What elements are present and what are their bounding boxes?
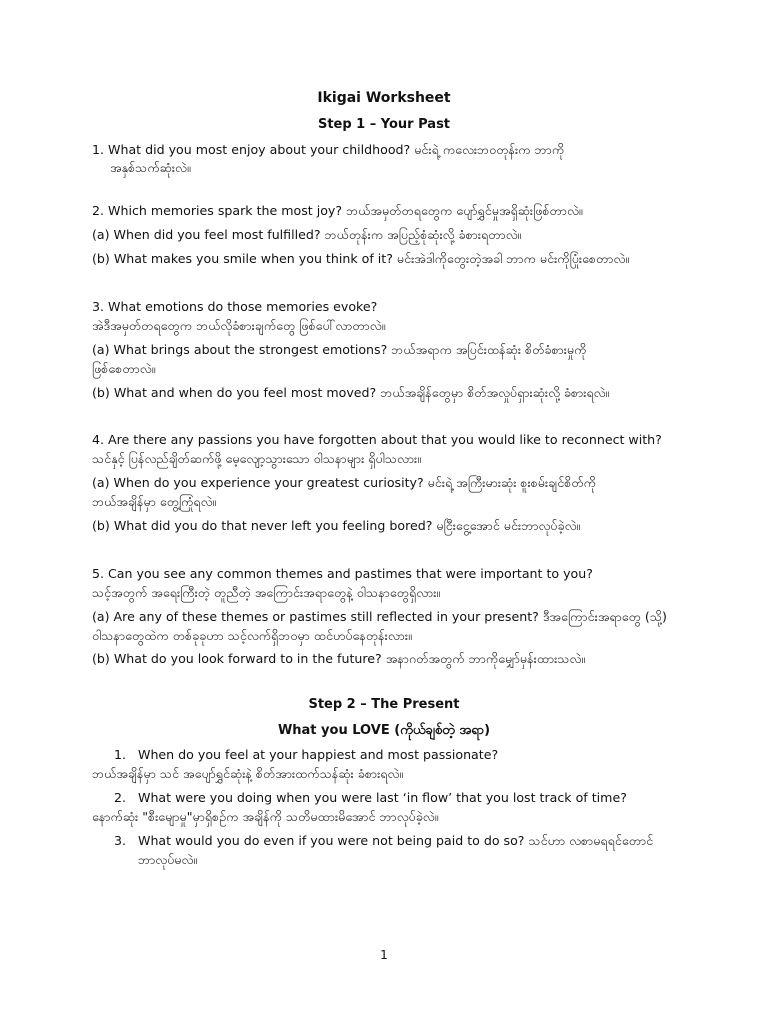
step1-heading: Step 1 – Your Past <box>317 117 451 132</box>
question-4-burmese: သင်နှင့် ပြန်လည်ချိတ်ဆက်ဖို့ မေ့လျော့သွားသော ဝါသနာများ ရှိပါသလား။ <box>92 451 422 467</box>
question-1: 1. What did you most enjoy about your childhood? မင်းရဲ့ ကလေးဘဝတုန်းက ဘာကို <box>92 141 565 157</box>
question-5a-continuation: ဝါသနာတွေထဲက တစ်ခုခုဟာ သင့်လက်ရှိဘဝမှာ ထင်ဟပ်နေတုန်းလား။ <box>92 627 412 643</box>
list-number: 3. <box>114 832 127 848</box>
question-4a-continuation: ဘယ်အချိန်မှာ တွေ့ကြုံရလဲ။ <box>92 494 217 510</box>
question-4b: (b) What did you do that never left you feeling bored? မငြီးငွေ့အောင် မင်းဘာလုပ်ခဲ့လဲ။ <box>92 517 581 533</box>
list-number: 1. <box>114 747 127 763</box>
love-heading: What you LOVE (ကိုယ်ချစ်တဲ့ အရာ) <box>277 722 491 738</box>
question-5: 5. Can you see any common themes and pastimes that were important to you? <box>92 565 593 581</box>
question-3b: (b) What and when do you feel most moved? ဘယ်အချိန်တွေမှာ စိတ်အလှုပ်ရှားဆုံးလို့ ခံစားရလဲ။ <box>92 384 610 400</box>
page-number: 1 <box>380 948 388 962</box>
present-question-2-text: What were you doing when you were last ‘in flow’ that you lost track of time? <box>138 790 627 806</box>
question-5-burmese: သင့်အတွက် အရေးကြီးတဲ့ တူညီတဲ့ အကြောင်းအရာတွေနဲ့ ဝါသနာတွေရှိလား။ <box>92 584 441 600</box>
present-question-1 <box>92 746 676 765</box>
question-3: 3. What emotions do those memories evoke? <box>92 298 378 314</box>
question-3-burmese: အဲဒီအမှတ်တရတွေက ဘယ်လိုခံစားချက်တွေ ဖြစ်ပေါ်လာတာလဲ။ <box>92 317 386 333</box>
step2-heading: Step 2 – The Present <box>308 697 460 713</box>
question-5b: (b) What do you look forward to in the future? အနာဂတ်အတွက် ဘာကိုမျှော်မှန်းထားသလဲ။ <box>92 651 586 667</box>
page-title: Ikigai Worksheet <box>317 90 451 106</box>
present-question-3-text: What would you do even if you were not being paid to do so? သင်ဟာ လစာမရရင်တောင် <box>138 832 654 848</box>
list-number: 2. <box>114 790 127 806</box>
question-3a-continuation: ဖြစ်စေတာလဲ။ <box>92 360 156 376</box>
question-1-continuation: အနှစ်သက်ဆုံးလဲ။ <box>110 160 191 176</box>
question-3a: (a) What brings about the strongest emotions? ဘယ်အရာက အပြင်းထန်ဆုံး စိတ်ခံစားမှုကို <box>92 341 587 357</box>
question-2: 2. Which memories spark the most joy? ဘယ်အမှတ်တရတွေက ပျော်ရွှင်မှုအရှိဆုံးဖြစ်တာလဲ။ <box>92 203 583 219</box>
present-question-3 <box>92 832 676 851</box>
question-4: 4. Are there any passions you have forgotten about that you would like to reconnect with? <box>92 432 662 448</box>
question-2a: (a) When did you feel most fulfilled? ဘယ်တုန်းက အပြည့်စုံဆုံးလို့ ခံစားရတာလဲ။ <box>92 227 522 243</box>
present-question-1-text: When do you feel at your happiest and most passionate? <box>138 747 499 763</box>
present-question-2 <box>92 789 676 808</box>
present-question-1-burmese: ဘယ်အချိန်မှာ သင် အပျော်ရွှင်ဆုံးနဲ့ စိတ်အားထက်သန်ဆုံး ခံစားရလဲ။ <box>92 766 404 782</box>
question-2b: (b) What makes you smile when you think of it? မင်းအဲဒါကိုတွေးတဲ့အခါ ဘာက မင်းကိုပြုံးစေတာလဲ။ <box>92 251 630 267</box>
question-4a: (a) When do you experience your greatest curiosity? မင်းရဲ့ အကြီးမားဆုံး စူးစမ်းချင်စိတ်ကို <box>92 475 596 491</box>
question-5a: (a) Are any of these themes or pastimes still reflected in your present? ဒီအကြောင်းအရာတွေ (သို့) <box>92 608 667 624</box>
present-question-2-burmese: နောက်ဆုံး "စီးမျောမှု"မှာရှိစဉ်က အချိန်ကို သတိမထားမိအောင် ဘာလုပ်ခဲ့လဲ။ <box>92 808 439 824</box>
present-question-3-continuation: ဘာလုပ်မလဲ။ <box>138 851 198 867</box>
